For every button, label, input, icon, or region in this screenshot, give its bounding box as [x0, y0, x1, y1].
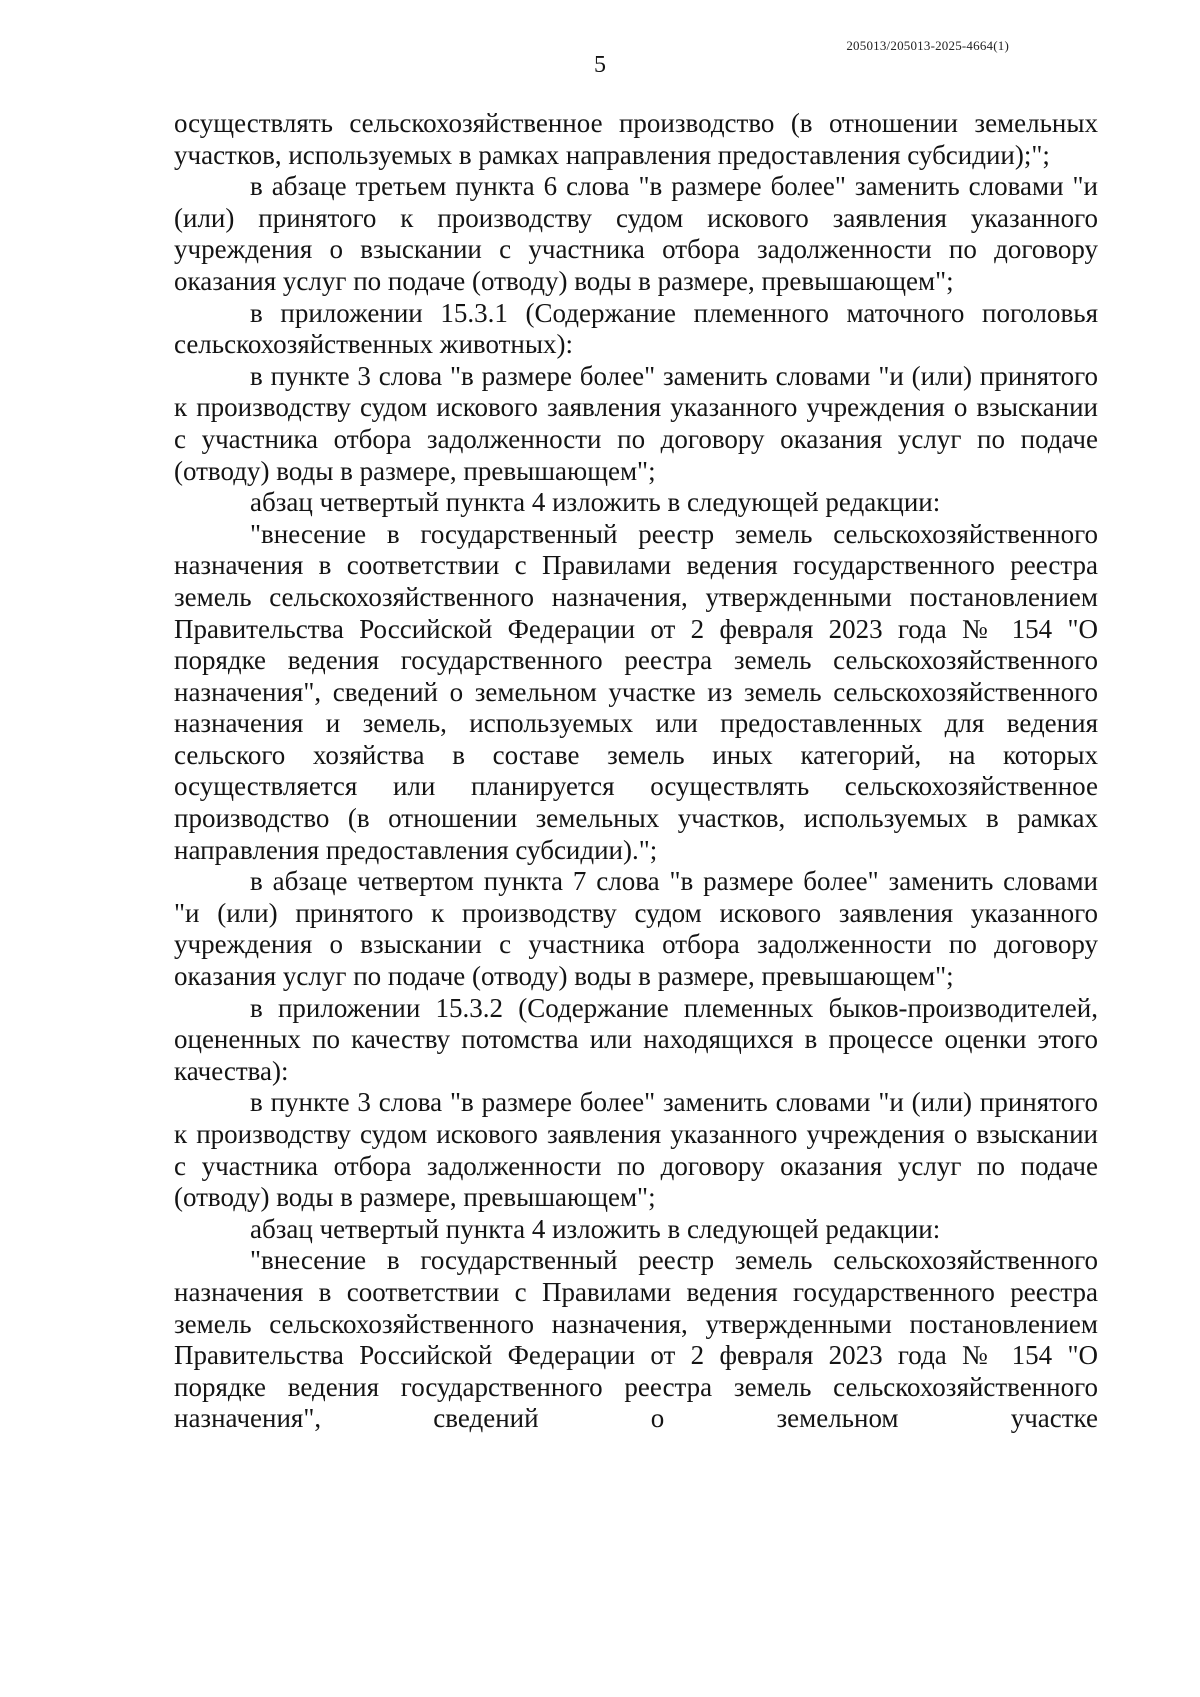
paragraph: в пункте 3 слова "в размере более" заменить словами "и (или) принятого к производству судом искового заявления указанного учреждения о взыскании с участника отбора задолженности по договору оказания услуг по подаче (отводу) воды в размере, превышающем";: [174, 1087, 1098, 1213]
paragraph: "внесение в государственный реестр земель сельскохозяйственного назначения в соответствии с Правилами ведения государственного реестра земель сельскохозяйственного назначения, утвержденными постановлением Правительства Российской Федерации от 2 февраля 2023 года № 154 "О порядке ведения государственного реестра земель сельскохозяйственного назначения", сведений о земельном участке: [174, 1245, 1098, 1434]
document-body: [174, 108, 1098, 1435]
paragraph: в приложении 15.3.1 (Содержание племенного маточного поголовья сельскохозяйственных животных):: [174, 297, 1098, 360]
paragraph: осуществлять сельскохозяйственное производство (в отношении земельных участков, используемых в рамках направления предоставления субсидии);";: [174, 108, 1098, 170]
paragraph: абзац четвертый пункта 4 изложить в следующей редакции:: [250, 1213, 941, 1244]
paragraph: в приложении 15.3.2 (Содержание племенных быков-производителей, оцененных по качеству потомства или находящихся в процессе оценки этого качества):: [174, 992, 1098, 1086]
page-number: 5: [594, 52, 606, 78]
paragraph: в абзаце четвертом пункта 7 слова "в размере более" заменить словами "и (или) принятого к производству судом искового заявления указанного учреждения о взыскании с участника отбора задолженности по договору оказания услуг по подаче (отводу) воды в размере, превышающем";: [174, 866, 1098, 992]
paragraph: абзац четвертый пункта 4 изложить в следующей редакции:: [250, 487, 941, 518]
document-id: 205013/205013-2025-4664(1): [846, 38, 1009, 53]
paragraph: в абзаце третьем пункта 6 слова "в размере более" заменить словами "и (или) принятого к производству судом искового заявления указанного учреждения о взыскании с участника отбора задолженности по договору оказания услуг по подаче (отводу) воды в размере, превышающем";: [174, 171, 1098, 296]
paragraph: "внесение в государственный реестр земель сельскохозяйственного назначения в соответствии с Правилами ведения государственного реестра земель сельскохозяйственного назначения, утвержденными постановлением Правительства Российской Федерации от 2 февраля 2023 года № 154 "О порядке ведения государственного реестра земель сельскохозяйственного назначения", сведений о земельном участке из земель сельскохозяйственного назначения и земель, используемых или предоставленных для ведения сельского хозяйства в составе земель иных категорий, на которых осуществляется или планируется осуществлять сельскохозяйственное производство (в отношении земельных участков, используемых в рамках направления предоставления субсидии).";: [174, 518, 1098, 865]
paragraph: в пункте 3 слова "в размере более" заменить словами "и (или) принятого к производству судом искового заявления указанного учреждения о взыскании с участника отбора задолженности по договору оказания услуг по подаче (отводу) воды в размере, превышающем";: [174, 360, 1098, 486]
